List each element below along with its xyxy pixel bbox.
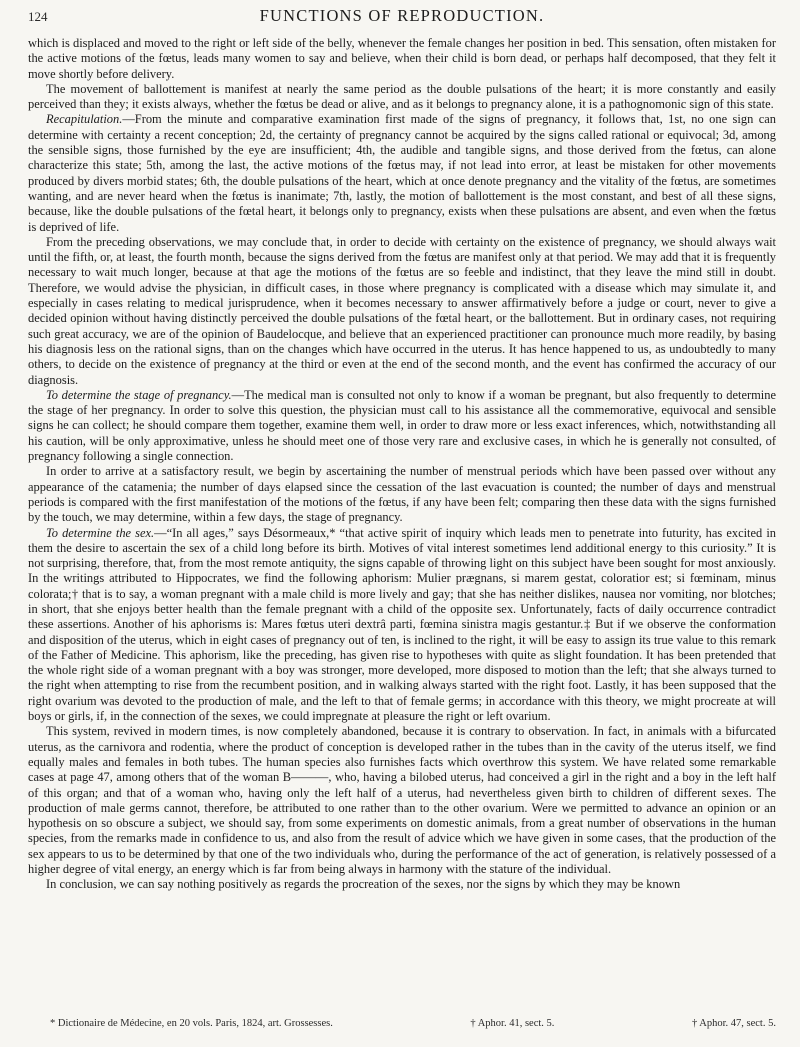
paragraph: which is displaced and moved to the right or left side of the belly, whenever the female changes her position in bed. This sensation, often mistaken for the active motions of the fœtus, leads many women to say and believe, when their child is born dead, or perhaps half decomposed, that they felt it move shortly before delivery. xyxy=(28,36,776,81)
section-heading: To determine the stage of pregnancy. xyxy=(46,387,232,402)
section-heading: Recapitulation. xyxy=(46,112,123,127)
footnotes xyxy=(28,1018,776,1029)
paragraph: To determine the sex.—“In all ages,” says Désormeaux,* “that active spirit of inquiry which leads men to penetrate into futurity, has excited in them the desire to ascertain the sex of a child long before its birth. Motives of vital interest sometimes lend additional energy to this curiosity.” It is not surprising, therefore, that, from the most remote antiquity, the signs capable of throwing light on this subject have been sought for most anxiously. In the writings attributed to Hippocrates, we find the following aphorism: Mulier prægnans, si marem gestat, coloratior est; si fœminam, minus colorata;† that is to say, a woman pregnant with a male child is more lively and gay; that she has neither dislikes, nausea nor vomiting, nor blotches; in short, that she enjoys better health than the female pregnant with a child of the opposite sex. Unfortunately, facts of daily occurrence contradict these assertions. Another of his aphorisms is: Mares fœtus uteri dextrâ parti, fœmina sinistra magis gestantur.‡ But if we observe the conformation and disposition of the uterus, which in eight cases of pregnancy out of ten, is inclined to the right, it will be easy to assign its true value to this remark of the Father of Medicine. This aphorism, like the preceding, has given rise to hypotheses with quite as slight foundation. It has been pretended that the whole right side of a woman pregnant with a boy was stronger, more developed, more disposed to motion than the left; that she always turned to the right when attempting to rise from the recumbent position, and in walking always started with the right foot. Lastly, it has been supposed that the right ovarium was devoted to the production of male, and the left to that of female germs; in accordance with this theory, we might procreate at will boys or girls, if, in the connection of the sexes, we could impregnate at pleasure the right or left ovarium. xyxy=(28,525,776,724)
paragraph: This system, revived in modern times, is now completely abandoned, because it is contrary to observation. In fact, in animals with a bifurcated uterus, as the carnivora and rodentia, where the product of conception is developed rather in the tubes than in the cavity of the uterus itself, we find equally males and females in both tubes. The human species also furnishes facts which overthrow this system. We have related some remarkable cases at page 47, among others that of the woman B———, who, having a bilobed uterus, had conceived a girl in the right and a boy in the left half of this organ; and that of a woman who, having only the left half of a uterus, had nevertheless given birth to children of different sexes. The production of male germs cannot, therefore, be attributed to one rather than to the other ovarium. Were we permitted to advance an opinion or an hypothesis on so obscure a subject, we should say, from some experiments on domestic animals, from a great number of observations in the human species, from the remarks made in confidence to us, and also from the result of advice which we have given in some cases, that the production of the sex appears to us to be determined by that one of the two individuals who, during the performance of the act of generation, is relatively possessed of a higher degree of vital energy, an energy which is far from being always in harmony with the stature of the individual. xyxy=(28,724,776,877)
paragraph: In order to arrive at a satisfactory result, we begin by ascertaining the number of menstrual periods which have been passed over without any appearance of the catamenia; the number of days elapsed since the cessation of the last evacuation is counted; the number of days and menstrual periods is compared with the first manifestation of the motions of the fœtus, if any have been felt; comparing then these data with the signs furnished by the touch, we may determine, within a few days, the stage of pregnancy. xyxy=(28,464,776,525)
footnote: † Aphor. 41, sect. 5. xyxy=(470,1018,555,1029)
paragraph: The movement of ballottement is manifest at nearly the same period as the double pulsations of the heart; it is more constantly and easily perceived than they; it exists always, whether the fœtus be dead or alive, and as it belongs to pregnancy alone, it is a pathognomonic sign of this state. xyxy=(28,81,776,112)
paragraph: To determine the stage of pregnancy.—The medical man is consulted not only to know if a woman be pregnant, but also frequently to determine the stage of her pregnancy. In order to solve this question, the physician must call to his assistance all the commemorative, equivocal and sensible signs he can collect; he should compare them together, examine them well, in order to draw more or less exact inferences, which, notwithstanding all his caution, will be only approximative, unless he should meet one of those very rare and exclusive cases, in which he is generally not consulted, of pregnancy following a single connection. xyxy=(28,387,776,464)
page-header xyxy=(28,0,776,34)
paragraph: Recapitulation.—From the minute and comparative examination first made of the signs of pregnancy, it follows that, 1st, no one sign can determine with certainty a recent conception; 2d, the certainty of pregnancy cannot be acquired by the signs called rational or equivocal; 3d, among the sensible signs, those furnished by the eye are insufficient; 4th, the audible and tangible signs, and those derived from the fœtus, can alone characterize this state; 5th, among the last, the active motions of the fœtus may, if not lead into error, at least be mistaken for other movements produced by divers morbid states; 6th, the double pulsations of the heart, which at once denote pregnancy and the vitality of the fœtus, are sometimes wanting, and are never heard when the fœtus is inanimate; 7th, lastly, the motion of ballottement is the most constant, and best of all these signs, because, like the double pulsations of the fœtal heart, it belongs only to pregnancy, exists when these pulsations are absent, and even when the fœtus is deprived of life. xyxy=(28,112,776,234)
section-heading: To determine the sex. xyxy=(46,525,155,540)
paragraph: From the preceding observations, we may conclude that, in order to decide with certainty on the existence of pregnancy, we should always wait until the fifth, or, at least, the fourth month, because the signs derived from the fœtus are manifest only at that period. We may add that it is frequently necessary to wait much longer, because at that age the motions of the fœtus are so feeble and indistinct, that they leave the mind still in doubt. Therefore, we would advise the physician, in difficult cases, in those where pregnancy is complicated with a disease which may simulate it, and especially in cases relating to medical jurisprudence, when it becomes necessary to answer affirmatively before a judge or court, never to give a decided opinion without having distinctly perceived the double pulsations of the fœtal heart, or the ballottement. But in ordinary cases, not requiring such great accuracy, we are of the opinion of Baudelocque, and believe that an experienced practitioner can pronounce much more readily, by basing his diagnosis less on the rational signs, than on the changes which have occurred in the uterus. It has hence happened to us, as undoubtedly to many others, to decide on the existence of pregnancy at the third or even at the end of the second month, and the event has confirmed the accuracy of our diagnosis. xyxy=(28,234,776,387)
footnote: * Dictionaire de Médecine, en 20 vols. Paris, 1824, art. Grossesses. xyxy=(50,1018,333,1029)
footnote: † Aphor. 47, sect. 5. xyxy=(691,1018,776,1029)
paragraph: In conclusion, we can say nothing positively as regards the procreation of the sexes, nor the signs by which they may be known xyxy=(46,877,681,892)
page-number: 124 xyxy=(28,9,48,24)
body-text xyxy=(28,36,776,893)
running-head: FUNCTIONS OF REPRODUCTION. xyxy=(259,6,545,25)
